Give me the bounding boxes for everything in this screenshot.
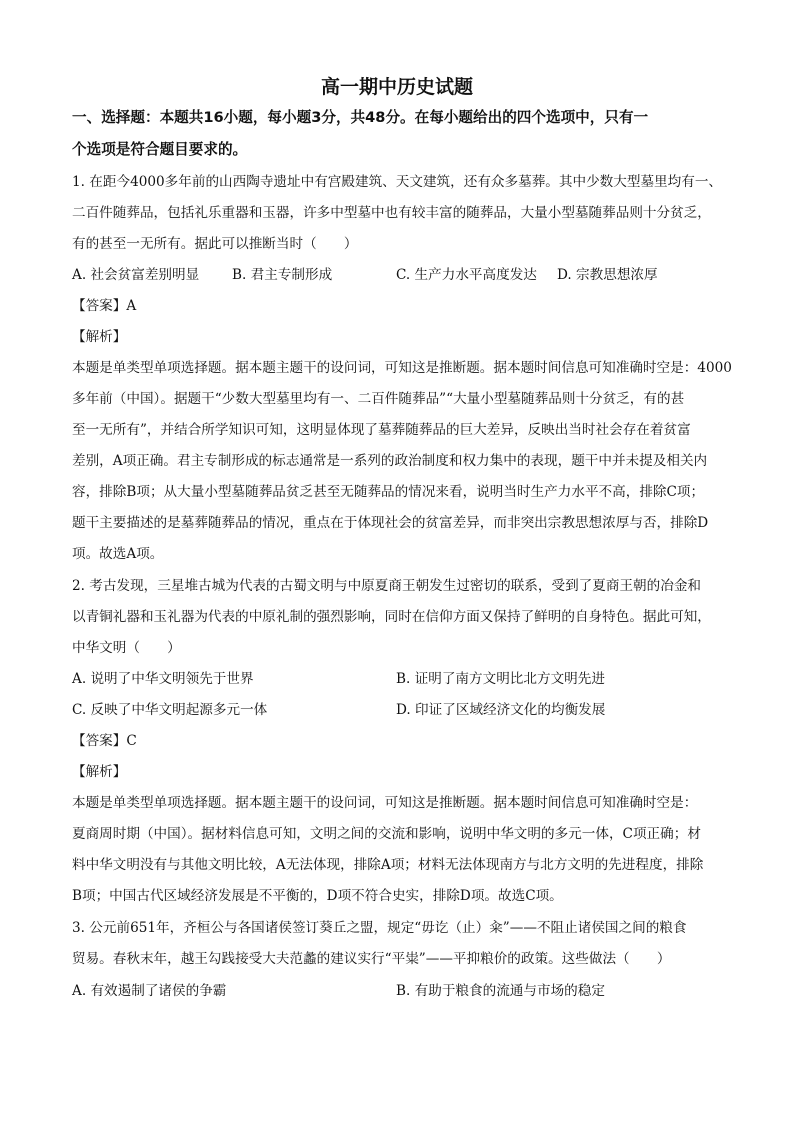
q1-analysis-line5: 容，排除B项；从大量小型墓随葬品贫乏甚至无随葬品的情况来看，说明当时生产力水平不高，排除C项； <box>72 484 705 500</box>
q1-analysis-line4: 差别，A项正确。君主专制形成的标志通常是一系列的政治制度和权力集中的表现，题干中并未提及相关内 <box>72 453 708 469</box>
q2-stem-line2: 以青铜礼器和玉礼器为代表的中原礼制的强烈影响，同时在信仰方面又保持了鲜明的自身特色。据此可知， <box>72 609 711 625</box>
q2-option-d[interactable]: D. 印证了区域经济文化的均衡发展 <box>396 702 606 718</box>
q1-option-a[interactable]: A. 社会贫富差别明显 <box>72 267 200 283</box>
q2-analysis-line2: 夏商周时期（中国）。据材料信息可知，文明之间的交流和影响，说明中华文明的多元一体，C项正确；材 <box>72 826 701 842</box>
q1-analysis-label: 【解析】 <box>72 329 127 345</box>
q2-option-c[interactable]: C. 反映了中华文明起源多元一体 <box>72 702 268 718</box>
q2-answer: 【答案】C <box>72 733 137 749</box>
q2-analysis-line4: B项；中国古代区域经济发展是不平衡的，D项不符合史实，排除D项。故选C项。 <box>72 888 563 904</box>
q2-option-b[interactable]: B. 证明了南方文明比北方文明先进 <box>396 671 605 687</box>
q1-analysis-line3: 至一无所有”，并结合所学知识可知，这明显体现了墓葬随葬品的巨大差异，反映出当时社会存在着贫富 <box>72 422 691 438</box>
q2-stem-line3: 中华文明（ ） <box>72 640 181 656</box>
q1-option-d[interactable]: D. 宗教思想浓厚 <box>557 267 658 283</box>
q2-option-a[interactable]: A. 说明了中华文明领先于世界 <box>72 671 254 687</box>
q1-answer: 【答案】A <box>72 298 137 314</box>
q2-analysis-line3: 料中华文明没有与其他文明比较，A无法体现，排除A项；材料无法体现南方与北方文明的先进程度，排除 <box>72 857 704 873</box>
q3-stem-line1: 3. 公元前651年，齐桓公与各国诸侯签订葵丘之盟，规定“毋讫（止）籴”——不阻止诸侯国之间的粮食 <box>72 920 687 936</box>
q3-option-a[interactable]: A. 有效遏制了诸侯的争霸 <box>72 983 227 999</box>
q1-analysis-line1: 本题是单类型单项选择题。据本题主题干的设问词，可知这是推断题。据本题时间信息可知准确时空是：4000 <box>72 360 732 376</box>
page-title: 高一期中历史试题 <box>320 76 473 98</box>
section-heading-line2: 个选项是符合题目要求的。 <box>72 141 248 158</box>
q3-option-b[interactable]: B. 有助于粮食的流通与市场的稳定 <box>396 983 605 999</box>
q1-analysis-line6: 题干主要描述的是墓葬随葬品的情况，重点在于体现社会的贫富差异，而非突出宗教思想浓厚与否，排除D <box>72 515 709 531</box>
q1-stem-line2: 二百件随葬品，包括礼乐重器和玉器，许多中型墓中也有较丰富的随葬品，大量小型墓随葬品则十分贫乏， <box>72 205 711 221</box>
q1-analysis-line2: 多年前（中国）。据题干“少数大型墓里均有一、二百件随葬品”“大量小型墓随葬品则十分贫乏，有的甚 <box>72 391 685 407</box>
q1-analysis-line7: 项。故选A项。 <box>72 546 164 562</box>
q1-stem-line1: 1. 在距今4000多年前的山西陶寺遗址中有宫殿建筑、天文建筑，还有众多墓葬。其中少数大型墓里均有一、 <box>72 174 723 190</box>
q1-stem-line3: 有的甚至一无所有。据此可以推断当时（ ） <box>72 236 358 252</box>
q2-stem-line1: 2. 考古发现，三星堆古城为代表的古蜀文明与中原夏商王朝发生过密切的联系，受到了夏商王朝的冶金和 <box>72 578 702 594</box>
section-heading-line1: 一、选择题：本题共16小题，每小题3分，共48分。在每小题给出的四个选项中，只有一 <box>72 109 649 126</box>
q1-option-c[interactable]: C. 生产力水平高度发达 <box>396 267 537 283</box>
q3-stem-line2: 贸易。春秋末年，越王勾践接受大夫范蠡的建议实行“平粜”——平抑粮价的政策。这些做法（ ） <box>72 951 671 967</box>
q2-analysis-label: 【解析】 <box>72 764 127 780</box>
q2-analysis-line1: 本题是单类型单项选择题。据本题主题干的设问词，可知这是推断题。据本题时间信息可知准确时空是： <box>72 795 698 811</box>
q1-option-b[interactable]: B. 君主专制形成 <box>232 267 333 283</box>
